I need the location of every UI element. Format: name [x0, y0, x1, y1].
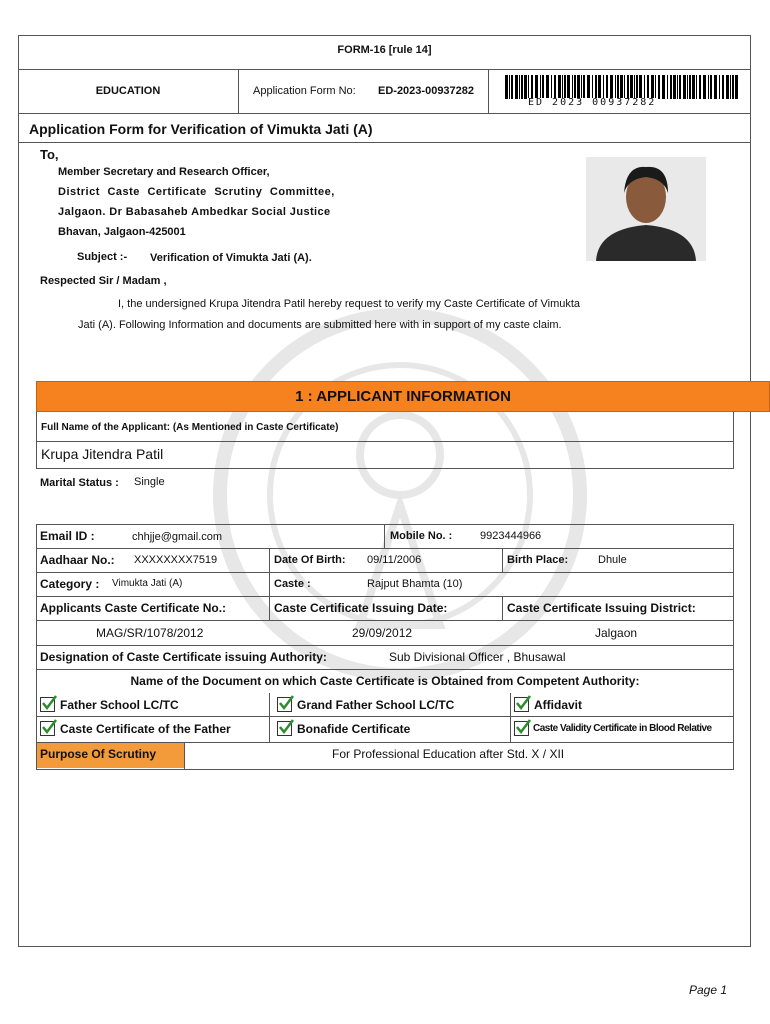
barcode-bar	[540, 75, 541, 99]
barcode-bar	[730, 75, 731, 99]
caste-value: Rajput Bhamta (10)	[367, 578, 463, 590]
body-line-2: Jati (A). Following Information and documents are submitted here with in support of my caste claim.	[78, 319, 562, 331]
barcode-bar	[670, 75, 672, 99]
document-checkbox-validity-blood-relative[interactable]	[514, 721, 529, 736]
barcode-bar	[703, 75, 706, 99]
address-line-4: Bhavan, Jalgaon-425001	[58, 226, 186, 238]
barcode-bar	[667, 75, 668, 99]
document-label-father-lc: Father School LC/TC	[60, 698, 179, 712]
barcode-bar	[542, 75, 544, 99]
barcode-bar	[639, 75, 642, 99]
barcode-bar	[572, 75, 573, 99]
category-label: Category :	[40, 577, 100, 591]
barcode-bar	[583, 75, 585, 99]
main-title: Application Form for Verification of Vimukta Jati (A)	[29, 121, 373, 137]
page-number: Page 1	[689, 983, 728, 997]
section-1-header: 1 : APPLICANT INFORMATION	[36, 381, 770, 412]
barcode-bar	[624, 75, 625, 99]
barcode-bar	[551, 75, 552, 99]
issue-date-value: 29/09/2012	[352, 626, 413, 640]
barcode-bar	[603, 75, 604, 99]
to-label: To,	[40, 147, 59, 162]
barcode-bar	[606, 75, 608, 99]
barcode-bar	[620, 75, 623, 99]
marital-status-label: Marital Status :	[40, 477, 119, 489]
address-line-2: District Caste Certificate Scrutiny Committee,	[58, 186, 335, 198]
marital-status-value: Single	[134, 476, 165, 488]
document-label-bonafide: Bonafide Certificate	[297, 722, 411, 736]
mobile-value: 9923444966	[480, 530, 542, 542]
barcode-bar	[531, 75, 533, 99]
barcode-bar	[519, 75, 520, 99]
barcode-bar	[535, 75, 538, 99]
cert-no-label: Applicants Caste Certificate No.:	[40, 601, 227, 615]
address-line-3: Jalgaon. Dr Babasaheb Ambedkar Social Justice	[58, 206, 331, 218]
barcode-bar	[636, 75, 638, 99]
birth-place-value: Dhule	[598, 554, 627, 566]
barcode-bar	[587, 75, 590, 99]
aadhaar-label: Aadhaar No.:	[40, 553, 115, 567]
barcode-bar	[598, 75, 601, 99]
barcode-bar	[562, 75, 563, 99]
email-value: chhjje@gmail.com	[132, 531, 223, 543]
barcode-bar	[719, 75, 720, 99]
dob-label: Date Of Birth:	[274, 554, 346, 566]
barcode-bar	[521, 75, 523, 99]
barcode-bar	[647, 75, 649, 99]
barcode-bar	[708, 75, 709, 99]
barcode-bar	[592, 75, 593, 99]
caste-label: Caste :	[274, 578, 311, 590]
cert-no-value: MAG/SR/1078/2012	[96, 626, 204, 640]
barcode-bar	[726, 75, 729, 99]
barcode-bar	[679, 75, 681, 99]
designation-value: Sub Divisional Officer , Bhusawal	[389, 650, 566, 664]
email-label: Email ID :	[40, 529, 95, 543]
barcode-bar	[577, 75, 580, 99]
barcode-bar	[710, 75, 712, 99]
barcode-bar	[515, 75, 518, 99]
department-label: EDUCATION	[95, 85, 161, 97]
document-label-father-caste-cert: Caste Certificate of the Father	[60, 722, 231, 736]
barcode-bar	[509, 75, 510, 99]
barcode-bar	[511, 75, 513, 99]
barcode-bar	[658, 75, 660, 99]
barcode-bar	[735, 75, 738, 99]
category-value: Vimukta Jati (A)	[112, 578, 183, 589]
barcode-bar	[677, 75, 678, 99]
barcode-bar	[595, 75, 597, 99]
document-label-validity-blood-relative: Caste Validity Certificate in Blood Relative	[533, 723, 712, 734]
purpose-label: Purpose Of Scrutiny	[37, 743, 184, 768]
issue-district-label: Caste Certificate Issuing District:	[507, 601, 696, 615]
barcode-bar	[617, 75, 619, 99]
address-line-1: Member Secretary and Research Officer,	[58, 166, 270, 178]
barcode-bar	[564, 75, 566, 99]
salutation: Respected Sir / Madam ,	[40, 275, 167, 287]
barcode-bar	[546, 75, 549, 99]
barcode-bar	[651, 75, 654, 99]
application-no-label: Application Form No:	[253, 85, 356, 97]
issue-district-value: Jalgaon	[595, 626, 638, 640]
barcode-bar	[687, 75, 688, 99]
subject-label: Subject :-	[77, 251, 128, 263]
document-checkbox-bonafide[interactable]	[277, 721, 292, 736]
applicant-photo	[586, 157, 706, 261]
barcode-bar	[732, 75, 734, 99]
full-name-value: Krupa Jitendra Patil	[41, 446, 164, 462]
barcode-bar	[615, 75, 616, 99]
issue-date-label: Caste Certificate Issuing Date:	[274, 601, 448, 615]
body-line-1: I, the undersigned Krupa Jitendra Patil hereby request to verify my Caste Certificate of Vimukta	[118, 298, 581, 310]
barcode-bar	[528, 75, 529, 99]
barcode-bar	[699, 75, 701, 99]
barcode-bar	[714, 75, 717, 99]
barcode-bar	[610, 75, 613, 99]
documents-heading: Name of the Document on which Caste Certificate is Obtained from Competent Authority:	[130, 674, 640, 688]
full-name-label: Full Name of the Applicant: (As Mentioned in Caste Certificate)	[41, 422, 339, 433]
barcode-bar	[634, 75, 635, 99]
document-checkbox-father-caste-cert[interactable]	[40, 721, 55, 736]
barcode-bar	[505, 75, 508, 99]
birth-place-label: Birth Place:	[507, 554, 569, 566]
barcode-bar	[574, 75, 576, 99]
barcode-bar	[581, 75, 582, 99]
mobile-label: Mobile No. :	[390, 530, 453, 542]
aadhaar-value: XXXXXXXX7519	[134, 554, 218, 566]
barcode-bar	[567, 75, 570, 99]
barcode-bar	[662, 75, 665, 99]
barcode-bar	[673, 75, 676, 99]
barcode-bar	[630, 75, 633, 99]
document-checkbox-affidavit[interactable]	[514, 697, 529, 712]
barcode-bar	[655, 75, 656, 99]
barcode-bar	[627, 75, 629, 99]
barcode-bar	[554, 75, 556, 99]
document-label-grandfather-lc: Grand Father School LC/TC	[297, 698, 455, 712]
purpose-value: For Professional Education after Std. X / XII	[332, 747, 565, 761]
dob-value: 09/11/2006	[367, 554, 422, 566]
barcode-bar	[689, 75, 691, 99]
barcode-bar	[524, 75, 527, 99]
barcode-bar	[558, 75, 561, 99]
form-title: FORM-16 [rule 14]	[337, 44, 432, 56]
document-checkbox-grandfather-lc[interactable]	[277, 697, 292, 712]
document-checkbox-father-lc[interactable]	[40, 697, 55, 712]
barcode-bar	[683, 75, 686, 99]
barcode-text: ED 2023 00937282	[528, 97, 657, 108]
barcode-bar	[692, 75, 695, 99]
document-label-affidavit: Affidavit	[534, 698, 582, 712]
barcode-bar	[722, 75, 724, 99]
subject-text: Verification of Vimukta Jati (A).	[150, 252, 312, 264]
barcode-bar	[696, 75, 697, 99]
designation-label: Designation of Caste Certificate issuing Authority:	[40, 650, 327, 664]
application-no-value: ED-2023-00937282	[378, 85, 475, 97]
barcode-bar	[644, 75, 645, 99]
